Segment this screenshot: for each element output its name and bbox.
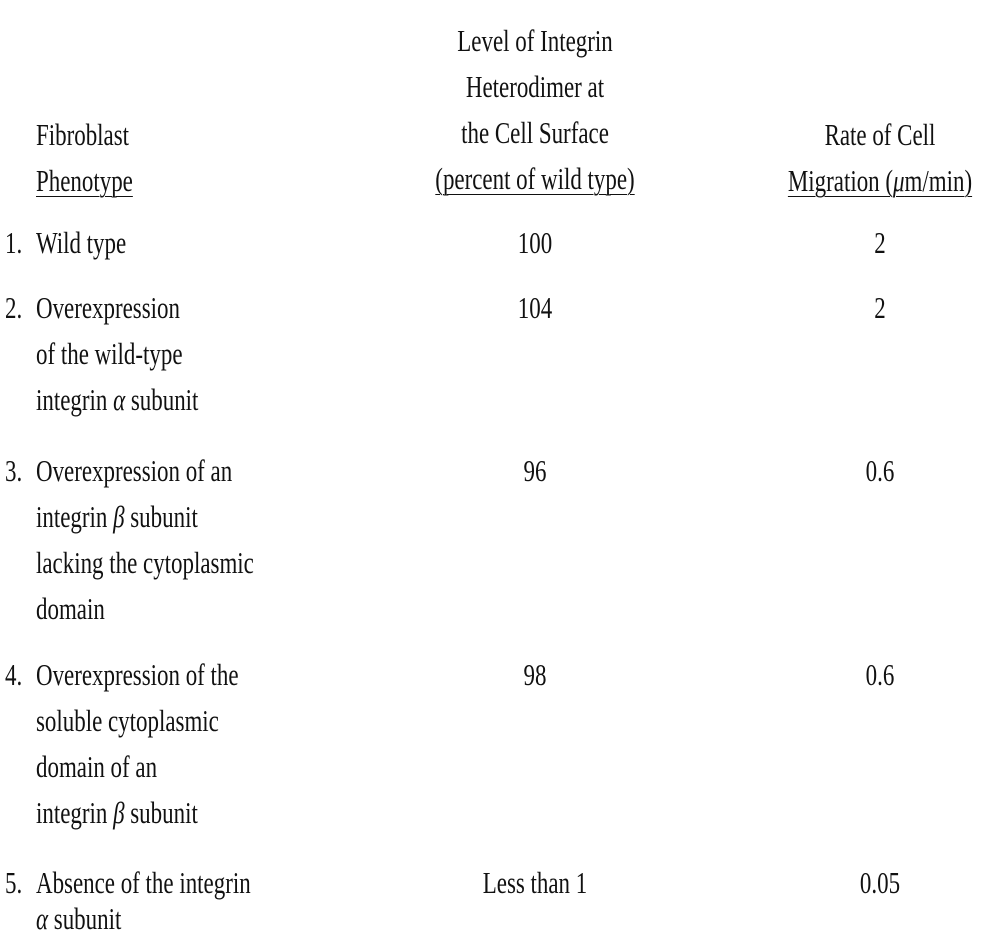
row-4-phenotype-line-3: domain of an bbox=[36, 749, 158, 784]
row-5-text: subunit bbox=[48, 901, 122, 936]
row-5-alpha: α bbox=[36, 901, 49, 936]
header-level-line-4: (percent of wild type) bbox=[435, 161, 635, 196]
header-rate-line-1: Rate of Cell bbox=[824, 117, 936, 152]
row-3-level: 96 bbox=[523, 453, 547, 488]
header-phenotype: Phenotype bbox=[36, 163, 133, 198]
header-fibroblast: Fibroblast bbox=[36, 117, 130, 152]
row-4-phenotype-line-2: soluble cytoplasmic bbox=[36, 703, 219, 738]
header-rate-mu: μ bbox=[893, 163, 905, 198]
header-level-line-1: Level of Integrin bbox=[457, 23, 613, 58]
header-level-line-3: the Cell Surface bbox=[461, 115, 609, 150]
row-4-phenotype-line-1: Overexpression of the bbox=[36, 657, 239, 692]
row-1-number: 1. bbox=[5, 225, 23, 260]
row-4-text-a: integrin bbox=[36, 795, 114, 830]
row-4-beta: β bbox=[113, 795, 125, 830]
row-5-phenotype-line-1: Absence of the integrin bbox=[36, 865, 251, 900]
row-4-phenotype-line-4 bbox=[36, 790, 198, 836]
row-3-text-b: subunit bbox=[124, 499, 198, 534]
row-5-rate: 0.05 bbox=[859, 865, 901, 900]
row-2-phenotype-line-3 bbox=[36, 377, 198, 423]
row-3-text-a: integrin bbox=[36, 499, 114, 534]
row-5-number: 5. bbox=[5, 865, 23, 900]
row-3-phenotype-line-4: domain bbox=[36, 591, 105, 626]
row-3-number: 3. bbox=[5, 453, 23, 488]
header-rate-text-a: Migration ( bbox=[787, 163, 894, 198]
row-4-rate: 0.6 bbox=[865, 657, 895, 692]
row-4-level: 98 bbox=[523, 657, 547, 692]
row-1-phenotype: Wild type bbox=[36, 225, 127, 260]
row-4-text-b: subunit bbox=[124, 795, 198, 830]
row-2-text-b: subunit bbox=[125, 382, 199, 417]
row-3-beta: β bbox=[113, 499, 125, 534]
row-3-rate: 0.6 bbox=[865, 453, 895, 488]
header-rate-line-2 bbox=[769, 158, 985, 204]
header-rate-text-b: m/min) bbox=[904, 163, 973, 198]
row-4-number: 4. bbox=[5, 657, 23, 692]
row-2-text-a: integrin bbox=[36, 382, 114, 417]
row-3-phenotype-line-3: lacking the cytoplasmic bbox=[36, 545, 254, 580]
row-2-alpha: α bbox=[113, 382, 126, 417]
row-3-phenotype-line-2 bbox=[36, 494, 198, 540]
row-1-level: 100 bbox=[517, 225, 553, 260]
row-2-phenotype-line-2: of the wild-type bbox=[36, 336, 183, 371]
row-1-rate: 2 bbox=[874, 225, 886, 260]
row-5-phenotype-line-2 bbox=[36, 896, 121, 942]
row-2-rate: 2 bbox=[874, 290, 886, 325]
row-2-phenotype-line-1: Overexpression bbox=[36, 290, 180, 325]
row-2-number: 2. bbox=[5, 290, 23, 325]
row-2-level: 104 bbox=[517, 290, 553, 325]
header-level-line-2: Heterodimer at bbox=[465, 69, 605, 104]
row-5-level: Less than 1 bbox=[482, 865, 588, 900]
row-3-phenotype-line-1: Overexpression of an bbox=[36, 453, 233, 488]
